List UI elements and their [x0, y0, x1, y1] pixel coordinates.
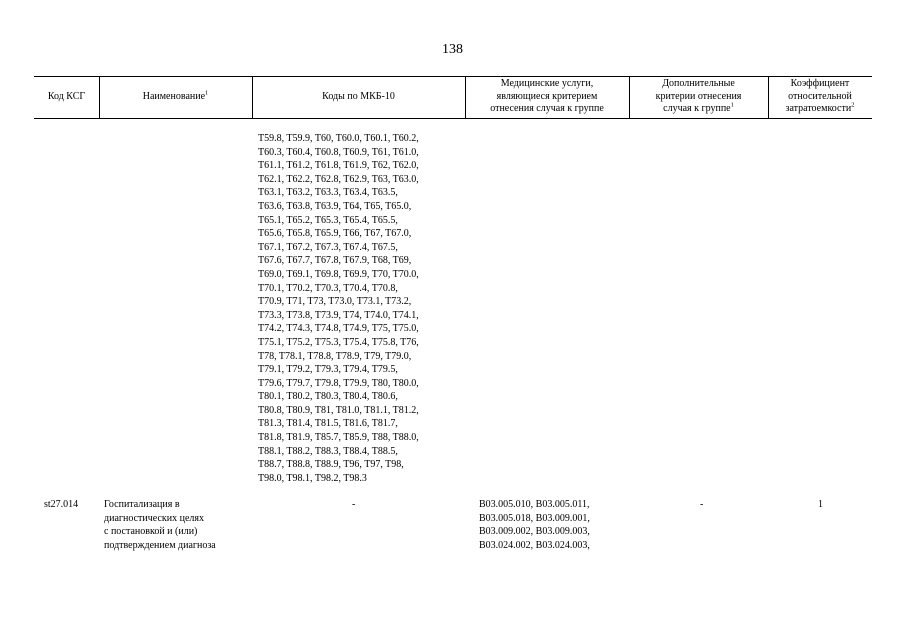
header-services-line: отнесения случая к группе: [490, 103, 604, 115]
header-name: [99, 76, 252, 118]
header-coefficient-line: Коэффициент: [790, 78, 850, 90]
row-name-line: Госпитализация в: [104, 499, 180, 510]
mkb-code-line: T81.3, T81.4, T81.5, T81.6, T81.7,: [258, 418, 398, 430]
row-services-line: B03.005.010, B03.005.011,: [479, 499, 590, 510]
mkb-code-line: T61.1, T61.2, T61.8, T61.9, T62, T62.0,: [258, 160, 419, 172]
header-mkb: [252, 76, 465, 118]
header-coefficient: [768, 76, 872, 118]
row-additional-dash: -: [700, 499, 704, 510]
row-services-line: B03.009.002, B03.009.003,: [479, 526, 590, 537]
header-services-line: Медицинские услуги,: [500, 78, 594, 90]
mkb-code-line: T81.8, T81.9, T85.7, T85.9, T88, T88.0,: [258, 432, 419, 444]
mkb-code-line: T63.6, T63.8, T63.9, T64, T65, T65.0,: [258, 200, 412, 212]
footnote-1-mark: 1: [730, 101, 734, 109]
mkb-code-line: T67.1, T67.2, T67.3, T67.4, T67.5,: [258, 241, 398, 253]
mkb-code-line: T70.9, T71, T73, T73.0, T73.1, T73.2,: [258, 296, 412, 308]
row-mkb-dash: -: [352, 499, 356, 510]
header-additional-line: критерии отнесения: [655, 90, 742, 102]
page-number: 138: [442, 42, 463, 57]
mkb-code-line: T98.0, T98.1, T98.2, T98.3: [258, 472, 367, 484]
mkb-code-line: T79.1, T79.2, T79.3, T79.4, T79.5,: [258, 364, 398, 376]
mkb-code-line: T70.1, T70.2, T70.3, T70.4, T70.8,: [258, 282, 398, 294]
mkb-code-line: T59.8, T59.9, T60, T60.0, T60.1, T60.2,: [258, 133, 419, 144]
mkb-code-line: T78, T78.1, T78.8, T78.9, T79, T79.0,: [258, 350, 412, 362]
header-additional-line: случая к группе$^1$: [663, 101, 734, 115]
mkb-code-line: T69.0, T69.1, T69.8, T69.9, T70, T70.0,: [258, 268, 419, 280]
header-code: [34, 76, 99, 118]
row-name-line: с постановкой и (или): [104, 526, 198, 537]
row-services: [479, 498, 590, 552]
mkb-code-line: T79.6, T79.7, T79.8, T79.9, T80, T80.0,: [258, 377, 419, 389]
mkb-code-line: T67.6, T67.7, T67.8, T67.9, T68, T69,: [258, 255, 412, 267]
row-name: [104, 498, 216, 552]
mkb-code-line: T80.1, T80.2, T80.3, T80.4, T80.6,: [258, 391, 398, 403]
header-mkb-text: Коды по МКБ-10: [322, 90, 395, 102]
header-additional: [629, 76, 768, 118]
mkb-code-line: T63.1, T63.2, T63.3, T63.4, T63.5,: [258, 187, 398, 199]
row-code: st27.014: [44, 499, 79, 510]
mkb-code-line: T74.2, T74.3, T74.8, T74.9, T75, T75.0,: [258, 323, 419, 335]
continued-mkb-codes: [258, 132, 463, 485]
footnote-1-mark: 1: [205, 89, 209, 97]
header-services: [465, 76, 629, 118]
mkb-code-line: T80.8, T80.9, T81, T81.0, T81.1, T81.2,: [258, 404, 419, 416]
mkb-code-line: T75.1, T75.2, T75.3, T75.4, T75.8, T76,: [258, 336, 419, 348]
mkb-code-line: T65.1, T65.2, T65.3, T65.4, T65.5,: [258, 214, 398, 226]
row-services-line: B03.005.018, B03.009.001,: [479, 512, 590, 524]
row-name-line: подтверждением диагноза: [104, 539, 216, 551]
header-services-line: являющиеся критерием: [496, 90, 598, 102]
mkb-code-line: T60.3, T60.4, T60.8, T60.9, T61, T61.0,: [258, 146, 419, 158]
mkb-code-line: T65.6, T65.8, T65.9, T66, T67, T67.0,: [258, 228, 412, 240]
header-coefficient-line: относительной: [788, 90, 852, 102]
row-name-line: диагностических целях: [104, 512, 204, 524]
header-name-text: Наименование$^1$: [142, 89, 209, 102]
row-services-line: B03.024.002, B03.024.003,: [479, 539, 590, 551]
header-coefficient-line: затратоемкости$^2$: [785, 101, 855, 115]
header-additional-line: Дополнительные: [662, 78, 735, 90]
mkb-code-line: T88.7, T88.8, T88.9, T96, T97, T98,: [258, 459, 404, 471]
mkb-code-line: T88.1, T88.2, T88.3, T88.4, T88.5,: [258, 445, 398, 457]
mkb-code-line: T62.1, T62.2, T62.8, T62.9, T63, T63.0,: [258, 173, 419, 185]
header-code-text: Код КСГ: [47, 90, 86, 102]
footnote-2-mark: 2: [851, 101, 855, 109]
table-header-bottom-rule: [34, 118, 872, 119]
row-coefficient: 1: [818, 499, 823, 510]
mkb-code-line: T73.3, T73.8, T73.9, T74, T74.0, T74.1,: [258, 309, 419, 321]
